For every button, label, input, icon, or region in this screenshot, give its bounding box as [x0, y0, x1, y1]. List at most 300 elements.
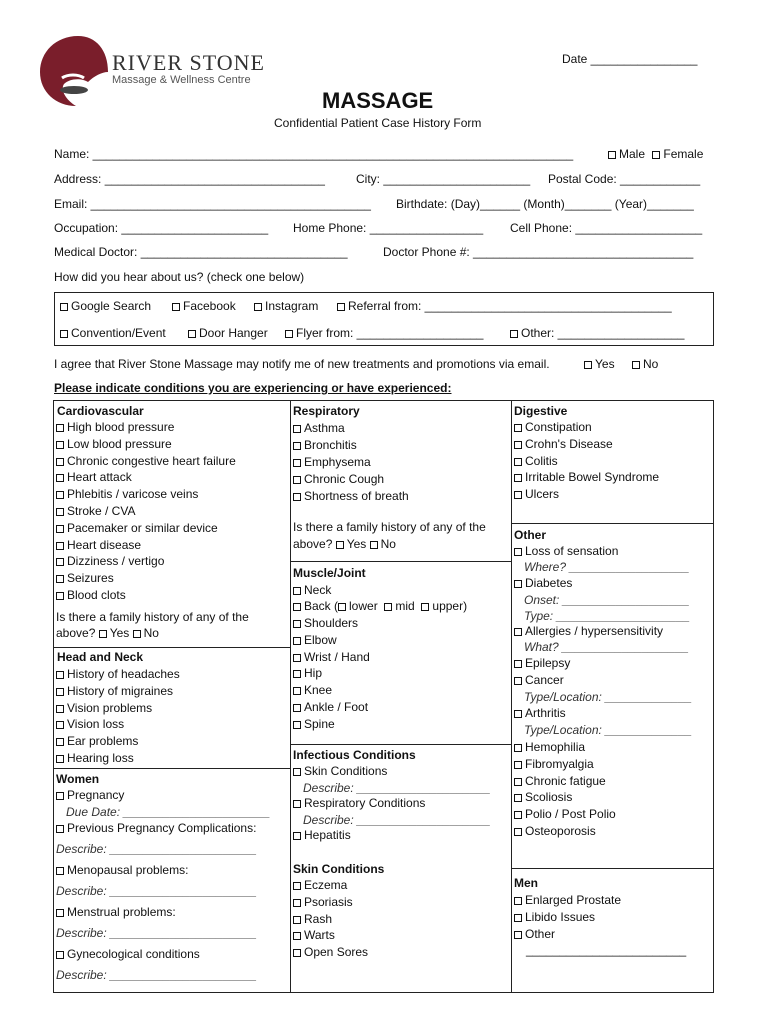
divider [53, 647, 290, 648]
checkbox[interactable] [514, 628, 522, 636]
type-location-field [524, 690, 692, 704]
checkbox[interactable] [514, 778, 522, 786]
head-neck-item-label: History of migraines [67, 683, 174, 698]
address-field[interactable]: Address: _________________________________ [54, 172, 325, 186]
cardiovascular-item[interactable] [56, 571, 114, 585]
email-field[interactable]: Email: __________________________________________ [54, 197, 371, 211]
checkbox[interactable] [56, 721, 64, 729]
muscle-joint-heading [293, 566, 366, 580]
checkbox[interactable] [514, 897, 522, 905]
type-location-field [524, 723, 692, 737]
checkbox[interactable] [56, 525, 64, 533]
other-condition-item[interactable] [514, 774, 606, 788]
other-condition-item-label: Chronic fatigue [525, 773, 606, 788]
pregnancy-item-label: Pregnancy [67, 788, 125, 802]
checkbox[interactable] [514, 811, 522, 819]
women-heading [56, 772, 99, 786]
family-history-text [293, 520, 486, 534]
checkbox[interactable] [370, 541, 378, 549]
checkbox[interactable] [336, 541, 344, 549]
cardiovascular-item[interactable] [56, 554, 164, 568]
cardiovascular-item[interactable] [56, 538, 141, 552]
head-neck-heading-label: Head and Neck [57, 650, 144, 664]
muscle-item[interactable] [293, 666, 322, 680]
epilepsy-item[interactable] [514, 656, 570, 670]
respiratory-conditions-item-label: Respiratory Conditions [304, 796, 426, 810]
divider [511, 868, 714, 869]
referral-other[interactable] [510, 326, 684, 340]
cardiovascular-item-label: Low blood pressure [67, 436, 172, 451]
checkbox[interactable] [56, 705, 64, 713]
head-neck-item[interactable] [56, 717, 124, 731]
digestive-item[interactable] [514, 470, 659, 484]
referral-from-label: Referral from: _____________________________________ [348, 299, 672, 313]
logo [38, 32, 278, 112]
cardiovascular-item-label: Stroke / CVA [67, 504, 136, 518]
yes-label: Yes [109, 626, 130, 640]
muscle-item-label: Shoulders [304, 616, 359, 630]
checkbox[interactable] [514, 914, 522, 922]
female-checkbox[interactable] [652, 151, 660, 159]
other-condition-item-label: Osteoporosis [525, 824, 596, 838]
digestive-item-label: Crohn's Disease [525, 436, 613, 451]
allergies-item[interactable] [514, 624, 663, 638]
head-neck-item[interactable] [56, 701, 152, 715]
postal-code-field[interactable]: Postal Code: ____________ [548, 172, 701, 186]
logo-tagline: Massage & Wellness Centre [112, 74, 251, 86]
agree-no-label: No [643, 357, 659, 371]
pregnancy-item[interactable] [56, 788, 124, 802]
cardiovascular-item-label: Phlebitis / varicose veins [67, 487, 199, 502]
head-neck-item-label: History of headaches [67, 667, 180, 681]
muscle-item-label: Knee [304, 683, 333, 698]
checkbox[interactable] [293, 882, 301, 890]
checkbox[interactable] [514, 660, 522, 668]
medical-doctor-field[interactable]: Medical Doctor: _______________________________ [54, 245, 348, 259]
cardiovascular-item[interactable] [56, 521, 218, 535]
skin-item-label: Eczema [304, 878, 348, 892]
checkbox[interactable] [56, 592, 64, 600]
checkbox[interactable] [293, 603, 301, 611]
checkbox[interactable] [338, 603, 346, 611]
checkbox[interactable] [584, 361, 592, 369]
referral-door-hanger[interactable] [188, 326, 268, 340]
checkbox[interactable] [514, 677, 522, 685]
other-condition-item-label: Polio / Post Polio [525, 807, 616, 822]
muscle-item[interactable] [293, 683, 332, 697]
men-item[interactable] [514, 910, 595, 924]
muscle-item[interactable] [293, 717, 335, 731]
skin-item-label: Rash [304, 911, 333, 926]
digestive-item[interactable] [514, 454, 558, 468]
back-item[interactable] [293, 599, 467, 613]
type-field [524, 609, 690, 623]
describe-field-label: Describe: ______________________ [56, 842, 257, 856]
home-phone-field[interactable]: Home Phone: _________________ [293, 221, 484, 235]
checkbox[interactable] [510, 330, 518, 338]
name-field[interactable]: Name: ________________________________________________________________________ [54, 147, 574, 161]
back-label: Back ( [304, 599, 339, 613]
describe-field [303, 781, 491, 795]
checkbox[interactable] [56, 755, 64, 763]
cardiovascular-heading-label: Cardiovascular [57, 404, 144, 418]
skin-item[interactable] [293, 895, 353, 909]
skin-item[interactable] [293, 928, 335, 942]
onset-field [524, 593, 690, 607]
checkbox[interactable] [293, 800, 301, 808]
diabetes-item[interactable] [514, 576, 572, 590]
muscle-item[interactable] [293, 650, 370, 664]
checkbox[interactable] [56, 825, 64, 833]
checkbox[interactable] [56, 909, 64, 917]
head-neck-item[interactable] [56, 667, 180, 681]
divider [53, 768, 290, 769]
doctor-phone-field[interactable]: Doctor Phone #: _________________________________ [383, 245, 694, 259]
checkbox[interactable] [254, 303, 262, 311]
gynecological-item-label: Gynecological conditions [67, 947, 200, 961]
referral-flyer-label: Flyer from: ___________________ [296, 326, 484, 340]
checkbox[interactable] [293, 587, 301, 595]
diabetes-item-label: Diabetes [525, 576, 573, 590]
cell-phone-field[interactable]: Cell Phone: ___________________ [510, 221, 703, 235]
checkbox[interactable] [188, 330, 196, 338]
checkbox[interactable] [514, 491, 522, 499]
family-history-answer [293, 537, 396, 551]
checkbox[interactable] [293, 459, 301, 467]
men-heading-label: Men [514, 876, 538, 890]
checkbox[interactable] [56, 951, 64, 959]
checkbox[interactable] [514, 744, 522, 752]
menopausal-item-label: Menopausal problems: [67, 863, 189, 877]
checkbox[interactable] [56, 575, 64, 583]
agree-text: I agree that River Stone Massage may notify me of new treatments and promotions via email. [54, 357, 550, 371]
checkbox[interactable] [337, 303, 345, 311]
head-neck-item[interactable] [56, 734, 138, 748]
checkbox[interactable] [632, 361, 640, 369]
checkbox[interactable] [293, 425, 301, 433]
cardiovascular-item[interactable] [56, 454, 236, 468]
checkbox[interactable] [99, 630, 107, 638]
checkbox[interactable] [56, 792, 64, 800]
checkbox[interactable] [56, 542, 64, 550]
respiratory-conditions-item[interactable] [293, 796, 425, 810]
describe-field [56, 842, 257, 856]
cardiovascular-item-label: Heart disease [67, 537, 142, 552]
checkbox[interactable] [172, 303, 180, 311]
divider [511, 400, 512, 993]
checkbox[interactable] [514, 474, 522, 482]
cardiovascular-item[interactable] [56, 420, 174, 434]
men-item-label: Other [525, 926, 556, 941]
muscle-item[interactable] [293, 583, 331, 597]
epilepsy-item-label: Epilepsy [525, 656, 571, 670]
men-other-field-label: ________________________ [526, 943, 687, 957]
occupation-field[interactable]: Occupation: ______________________ [54, 221, 269, 235]
yes-label: Yes [346, 537, 367, 551]
muscle-joint-heading-label: Muscle/Joint [293, 566, 366, 580]
family-history-text-label: Is there a family history of any of the [293, 520, 486, 534]
checkbox[interactable] [293, 476, 301, 484]
checkbox[interactable] [293, 687, 301, 695]
respiratory-heading [293, 404, 360, 418]
infectious-heading-label: Infectious Conditions [293, 748, 416, 762]
describe-field-label: Describe: ______________________ [56, 968, 257, 982]
divider [290, 400, 291, 993]
muscle-item-label: Hip [304, 666, 323, 681]
skin-item[interactable] [293, 878, 347, 892]
checkbox[interactable] [514, 761, 522, 769]
back-upper-label: upper) [432, 599, 468, 613]
male-checkbox[interactable] [608, 151, 616, 159]
checkbox[interactable] [293, 916, 301, 924]
checkbox[interactable] [514, 424, 522, 432]
checkbox[interactable] [293, 670, 301, 678]
men-item[interactable] [514, 893, 621, 907]
digestive-heading-label: Digestive [514, 404, 568, 418]
page-subtitle: Confidential Patient Case History Form [274, 116, 482, 130]
cardiovascular-item[interactable] [56, 504, 135, 518]
respiratory-item[interactable] [293, 455, 371, 469]
checkbox[interactable] [293, 832, 301, 840]
digestive-item[interactable] [514, 420, 592, 434]
checkbox[interactable] [514, 458, 522, 466]
checkbox[interactable] [56, 688, 64, 696]
checkbox[interactable] [421, 603, 429, 611]
digestive-item-label: Ulcers [525, 487, 560, 502]
head-neck-item-label: Vision loss [67, 717, 125, 732]
respiratory-item-label: Chronic Cough [304, 472, 385, 486]
other-condition-item-label: Hemophilia [525, 740, 586, 754]
respiratory-item[interactable] [293, 438, 357, 452]
checkbox[interactable] [293, 442, 301, 450]
other-condition-item[interactable] [514, 807, 616, 821]
loss-of-sensation-item[interactable] [514, 544, 618, 558]
checkbox[interactable] [60, 303, 68, 311]
arthritis-item[interactable] [514, 706, 566, 720]
checkbox[interactable] [293, 721, 301, 729]
checkbox[interactable] [56, 671, 64, 679]
checkbox[interactable] [514, 441, 522, 449]
checkbox[interactable] [60, 330, 68, 338]
checkbox[interactable] [56, 458, 64, 466]
skin-item[interactable] [293, 912, 332, 926]
hepatitis-item[interactable] [293, 828, 351, 842]
cancer-item-label: Cancer [525, 673, 564, 687]
cardiovascular-item[interactable] [56, 437, 172, 451]
checkbox[interactable] [293, 932, 301, 940]
referral-other-label: Other: ___________________ [521, 326, 685, 340]
skin-item[interactable] [293, 945, 368, 959]
skin-conditions-heading-label: Skin Conditions [293, 862, 385, 876]
checkbox[interactable] [293, 704, 301, 712]
male-label: Male [619, 147, 646, 161]
previous-pregnancy-item-label: Previous Pregnancy Complications: [67, 821, 257, 835]
checkbox[interactable] [514, 548, 522, 556]
loss-of-sensation-item-label: Loss of sensation [525, 544, 619, 558]
referral-google[interactable] [60, 299, 151, 313]
muscle-item[interactable] [293, 616, 358, 630]
respiratory-item-label: Emphysema [304, 455, 371, 469]
cardiovascular-item-label: Dizziness / vertigo [67, 554, 165, 569]
other-condition-item[interactable] [514, 790, 572, 804]
muscle-item-label: Neck [304, 583, 332, 597]
previous-pregnancy-item[interactable] [56, 821, 256, 835]
digestive-item-label: Colitis [525, 453, 558, 468]
men-item-label: Libido Issues [525, 909, 596, 924]
checkbox[interactable] [514, 931, 522, 939]
type-location-field-label: Type/Location: _____________ [524, 690, 692, 704]
female-label: Female [663, 147, 704, 161]
other-condition-item[interactable] [514, 757, 594, 771]
women-heading-label: Women [56, 772, 100, 786]
skin-item-label: Open Sores [304, 945, 369, 960]
head-neck-item-label: Vision problems [67, 700, 153, 715]
head-neck-item[interactable] [56, 684, 173, 698]
other-condition-item[interactable] [514, 740, 585, 754]
checkbox[interactable] [56, 491, 64, 499]
head-neck-heading [57, 650, 143, 664]
where-field [524, 560, 689, 574]
skin-conditions-item-label: Skin Conditions [304, 764, 388, 778]
checkbox[interactable] [56, 441, 64, 449]
respiratory-item-label: Bronchitis [304, 438, 357, 452]
checkbox[interactable] [293, 899, 301, 907]
family-history-above: above? [293, 537, 333, 551]
respiratory-item[interactable] [293, 421, 345, 435]
cardiovascular-item[interactable] [56, 588, 126, 602]
men-item[interactable] [514, 927, 555, 941]
due-date-field [66, 805, 270, 819]
checkbox[interactable] [293, 493, 301, 501]
checkbox[interactable] [514, 580, 522, 588]
river-stone-logo-icon [38, 32, 110, 110]
describe-field-label: Describe: ____________________ [303, 813, 491, 827]
checkbox[interactable] [293, 637, 301, 645]
cancer-item[interactable] [514, 673, 564, 687]
hear-about-label: How did you hear about us? (check one below) [54, 270, 305, 284]
men-item-label: Enlarged Prostate [525, 893, 622, 907]
checkbox[interactable] [56, 474, 64, 482]
where-field-label: Where? __________________ [524, 560, 690, 574]
referral-flyer[interactable] [285, 326, 483, 340]
head-neck-item[interactable] [56, 751, 134, 765]
checkbox[interactable] [56, 424, 64, 432]
head-neck-item-label: Hearing loss [67, 751, 134, 765]
referral-door-hanger-label: Door Hanger [199, 326, 268, 340]
menstrual-item-label: Menstrual problems: [67, 905, 176, 919]
checkbox[interactable] [293, 620, 301, 628]
digestive-item-label: Irritable Bowel Syndrome [525, 470, 660, 485]
menopausal-item[interactable] [56, 863, 188, 877]
menstrual-item[interactable] [56, 905, 176, 919]
divider [511, 523, 714, 524]
checkbox[interactable] [285, 330, 293, 338]
other-condition-item[interactable] [514, 824, 596, 838]
respiratory-item[interactable] [293, 472, 384, 486]
men-heading [514, 876, 538, 890]
checkbox[interactable] [56, 508, 64, 516]
infectious-heading [293, 748, 416, 762]
birthdate-field[interactable]: Birthdate: (Day)______ (Month)_______ (Year)_______ [396, 197, 694, 211]
other-condition-item-label: Scoliosis [525, 790, 573, 805]
muscle-item-label: Elbow [304, 632, 337, 647]
date-field[interactable]: Date ________________ [562, 52, 698, 66]
digestive-heading [514, 404, 567, 418]
agree-no[interactable] [632, 357, 658, 371]
checkbox[interactable] [56, 558, 64, 566]
referral-from[interactable] [337, 299, 672, 313]
checkbox[interactable] [293, 654, 301, 662]
skin-item-label: Warts [304, 928, 335, 943]
family-history-answer [56, 626, 159, 640]
type-field-label: Type: ____________________ [524, 609, 690, 623]
referral-facebook[interactable] [172, 299, 236, 313]
logo-name: RIVER STONE [112, 50, 265, 75]
muscle-item[interactable] [293, 633, 337, 647]
checkbox[interactable] [293, 768, 301, 776]
due-date-field-label: Due Date: ______________________ [66, 805, 271, 819]
cardiovascular-item-label: Blood clots [67, 588, 126, 602]
cardiovascular-item[interactable] [56, 487, 198, 501]
checkbox[interactable] [384, 603, 392, 611]
arthritis-item-label: Arthritis [525, 706, 566, 720]
digestive-item[interactable] [514, 487, 559, 501]
checkbox[interactable] [514, 794, 522, 802]
muscle-item-label: Wrist / Hand [304, 649, 370, 664]
describe-field-label: Describe: ______________________ [56, 884, 257, 898]
checkbox[interactable] [56, 867, 64, 875]
respiratory-item[interactable] [293, 489, 409, 503]
cardiovascular-item[interactable] [56, 470, 132, 484]
other-heading [514, 528, 546, 542]
skin-conditions-item[interactable] [293, 764, 387, 778]
skin-item-label: Psoriasis [304, 894, 353, 909]
referral-google-label: Google Search [71, 299, 152, 313]
describe-field [303, 813, 491, 827]
checkbox[interactable] [293, 949, 301, 957]
cardiovascular-heading [57, 404, 144, 418]
type-location-field-label: Type/Location: _____________ [524, 723, 692, 737]
muscle-item-label: Ankle / Foot [304, 700, 369, 714]
checkbox[interactable] [514, 710, 522, 718]
checkbox[interactable] [56, 738, 64, 746]
referral-convention[interactable] [60, 326, 166, 340]
family-history-above: above? [56, 626, 96, 640]
referral-facebook-label: Facebook [183, 299, 236, 313]
family-history-text [56, 610, 249, 624]
allergies-item-label: Allergies / hypersensitivity [525, 624, 664, 638]
gender-options [608, 147, 703, 161]
muscle-item-label: Spine [304, 716, 335, 731]
muscle-item[interactable] [293, 700, 368, 714]
agree-yes[interactable] [584, 357, 615, 371]
family-history-text-label: Is there a family history of any of the [56, 610, 249, 624]
other-heading-label: Other [514, 528, 547, 542]
referral-instagram[interactable] [254, 299, 318, 313]
city-field[interactable]: City: ______________________ [356, 172, 531, 186]
gynecological-item[interactable] [56, 947, 200, 961]
skin-conditions-heading [293, 862, 384, 876]
referral-instagram-label: Instagram [265, 299, 319, 313]
describe-field [56, 926, 257, 940]
checkbox[interactable] [514, 828, 522, 836]
digestive-item[interactable] [514, 437, 613, 451]
respiratory-item-label: Asthma [304, 421, 345, 435]
checkbox[interactable] [133, 630, 141, 638]
describe-field [56, 884, 257, 898]
no-label: No [143, 626, 159, 640]
describe-field [56, 968, 257, 982]
